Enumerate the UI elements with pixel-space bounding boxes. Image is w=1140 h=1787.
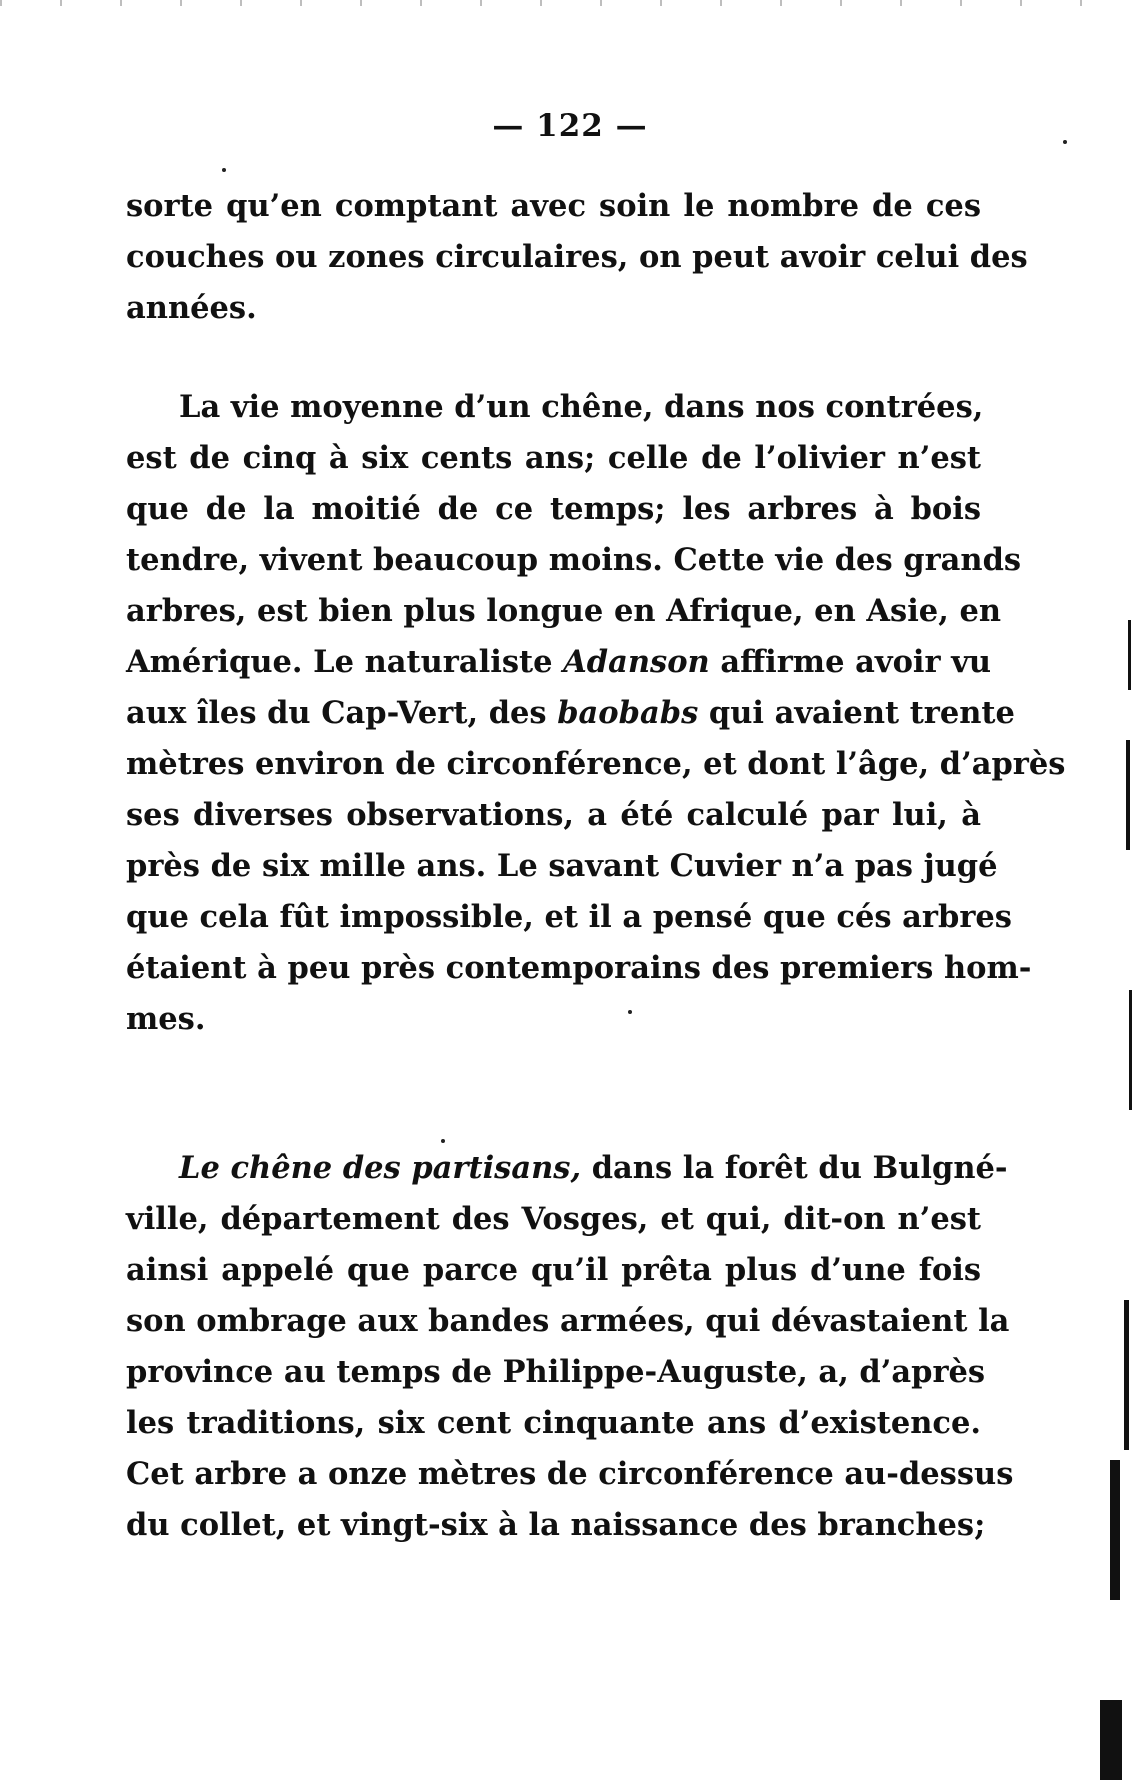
text-line: que de la moitié de ce temps; les arbres à bois <box>126 491 981 527</box>
text-line: couches ou zones circulaires, on peut avoir celui des <box>126 239 1028 275</box>
text-line: les traditions, six cent cinquante ans d’existence. <box>126 1405 981 1441</box>
italic-name-adanson: Adanson <box>563 644 710 680</box>
text-line: mes. <box>126 1001 206 1037</box>
text-line: du collet, et vingt-six à la naissance des branches; <box>126 1507 986 1543</box>
scan-speck <box>222 168 226 172</box>
text-segment: affirme avoir vu <box>709 644 992 680</box>
text-line <box>126 688 1015 739</box>
page-number: — 122 — <box>492 108 648 144</box>
text-line: étaient à peu près contemporains des premiers hom- <box>126 950 1032 986</box>
text-segment: aux îles du Cap-Vert, des <box>126 695 558 731</box>
text-segment: Amérique. Le naturaliste <box>126 644 564 680</box>
text-line: tendre, vivent beaucoup moins. Cette vie des grands <box>126 542 1022 578</box>
italic-title-chene-des-partisans: Le chêne des partisans, <box>179 1150 582 1186</box>
text-line: mètres environ de circonférence, et dont l’âge, d’après <box>126 746 1066 782</box>
scan-edge-mark <box>1110 1460 1120 1600</box>
scan-edge-mark <box>1129 990 1132 1110</box>
text-segment: dans la forêt du Bulgné- <box>581 1150 1008 1186</box>
scan-top-edge <box>0 0 1140 6</box>
text-line: que cela fût impossible, et il a pensé que cés arbres <box>126 899 1012 935</box>
text-line: est de cinq à six cents ans; celle de l’olivier n’est <box>126 440 981 476</box>
scan-edge-mark <box>1124 1300 1129 1450</box>
text-line <box>126 637 992 688</box>
text-segment: qui avaient trente <box>698 695 1015 731</box>
text-line: La vie moyenne d’un chêne, dans nos contrées, <box>179 389 984 425</box>
text-line: ses diverses observations, a été calculé par lui, à <box>126 797 981 833</box>
scan-edge-mark <box>1128 620 1131 690</box>
text-line: arbres, est bien plus longue en Afrique, en Asie, en <box>126 593 1002 629</box>
text-line: province au temps de Philippe-Auguste, a, d’après <box>126 1354 986 1390</box>
scan-speck <box>1063 140 1067 144</box>
paragraph-partisans-oak <box>126 1143 1014 1551</box>
scan-speck <box>628 1010 632 1014</box>
text-line: son ombrage aux bandes armées, qui dévastaient la <box>126 1303 1010 1339</box>
scan-edge-mark <box>1126 740 1130 850</box>
text-line: près de six mille ans. Le savant Cuvier n’a pas jugé <box>126 848 998 884</box>
scan-edge-mark <box>1100 1700 1122 1780</box>
text-line <box>126 1143 1008 1194</box>
italic-term-baobabs: baobabs <box>557 695 699 731</box>
scan-speck <box>441 1139 445 1143</box>
text-line: sorte qu’en comptant avec soin le nombre de ces <box>126 188 981 224</box>
paragraph-oak-lifespan <box>126 382 1066 1045</box>
text-line: années. <box>126 290 257 326</box>
text-line: ville, département des Vosges, et qui, dit-on n’est <box>126 1201 981 1237</box>
text-line: ainsi appelé que parce qu’il prêta plus d’une fois <box>126 1252 981 1288</box>
text-line: Cet arbre a onze mètres de circonférence au-dessus <box>126 1456 1014 1492</box>
paragraph-continuation <box>126 181 1028 334</box>
